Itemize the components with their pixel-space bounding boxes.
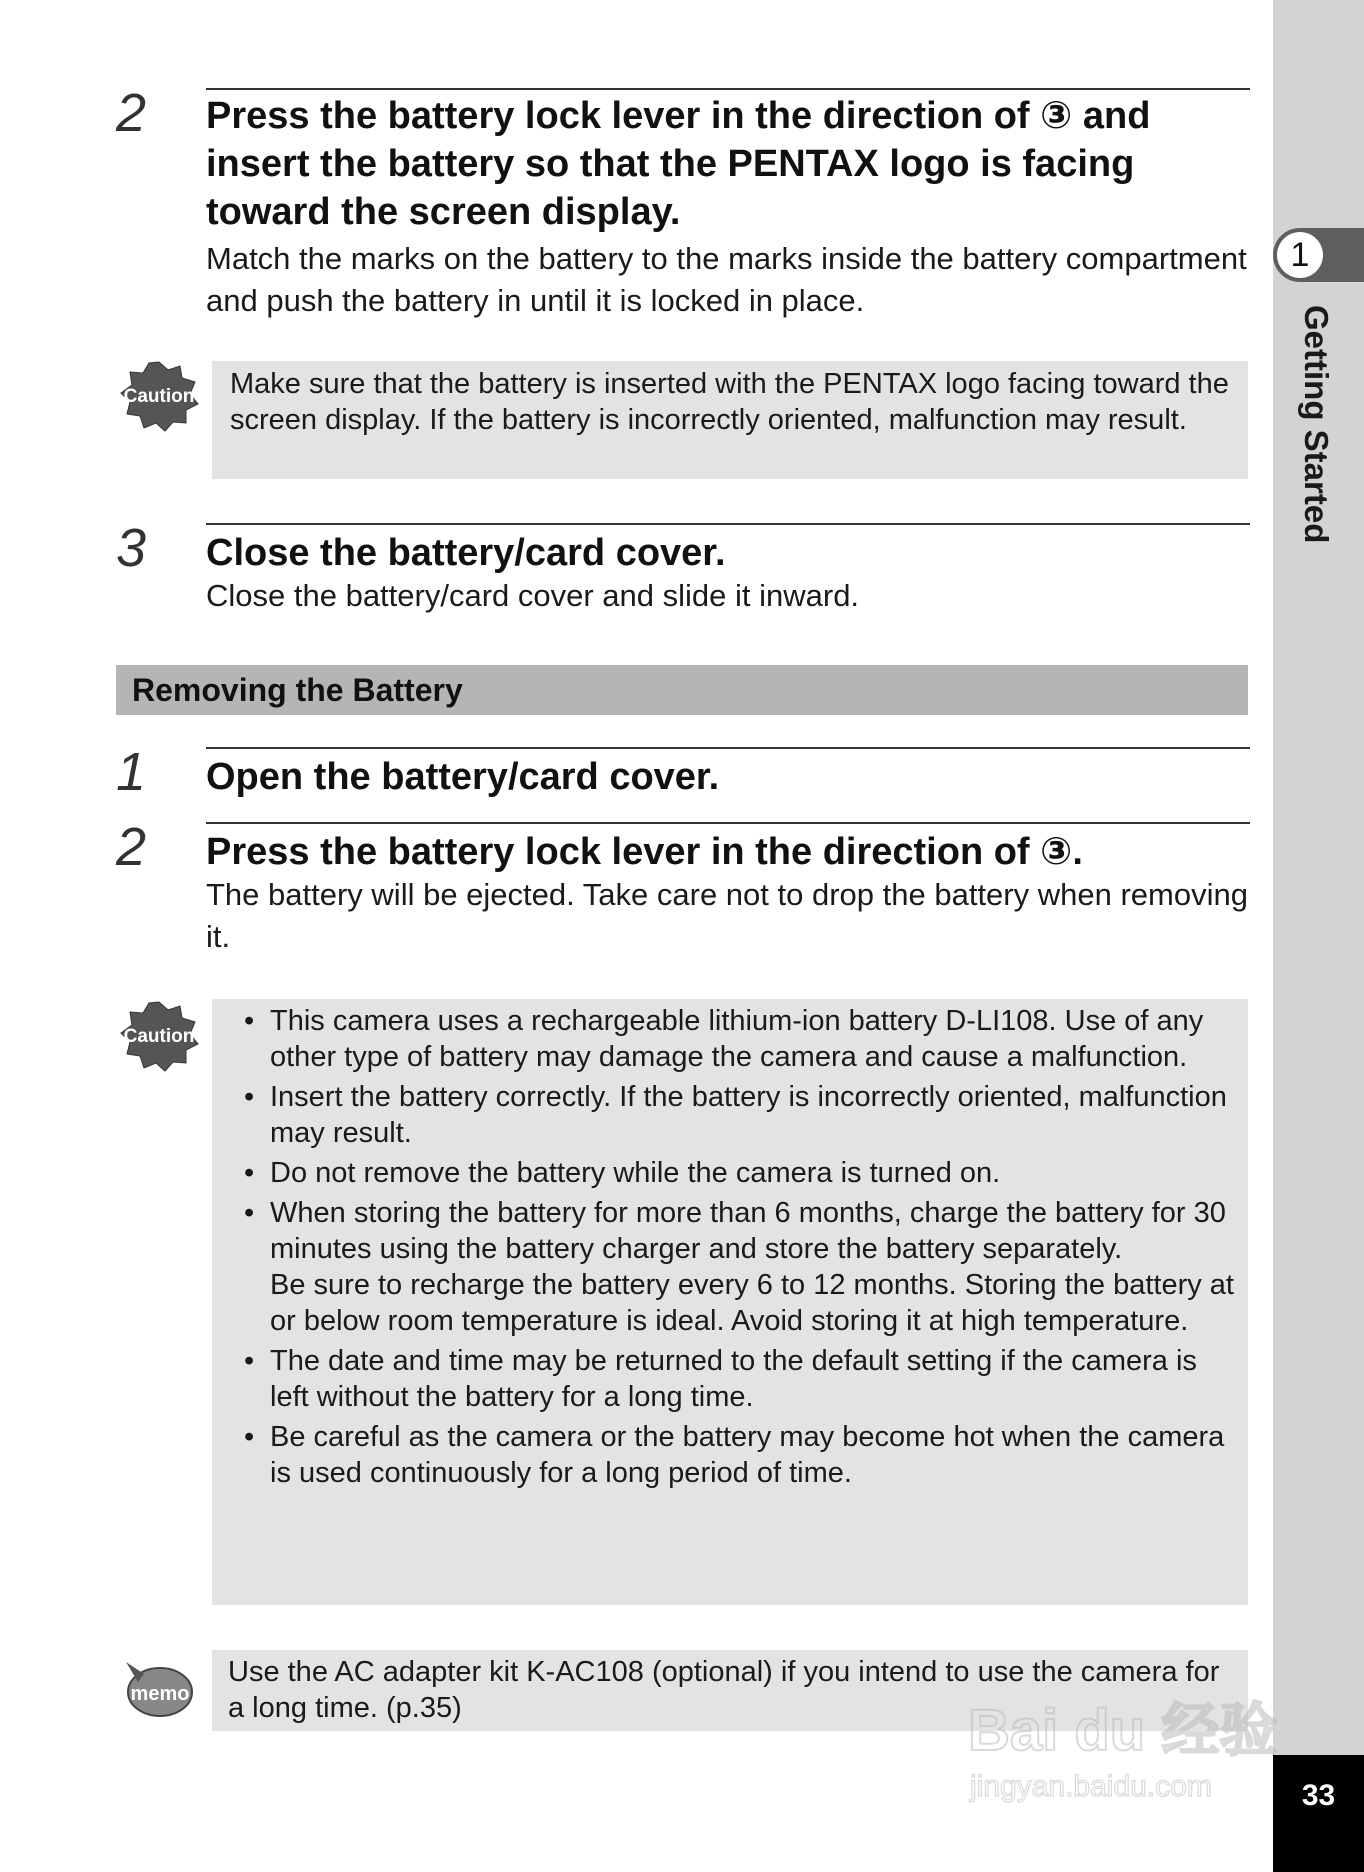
step-press-lever [116, 817, 1250, 972]
caution-item: • The date and time may be returned to the default setting if the camera is left without the battery for a long time. [226, 1343, 1234, 1415]
caution-note-list [212, 999, 1248, 1605]
chapter-title: Getting Started [1298, 305, 1335, 544]
chapter-number: 1 [1277, 232, 1323, 278]
caution-text: Make sure that the battery is inserted with the PENTAX logo facing toward the screen display. If the battery is incorrectly oriented, malfunction may result. [230, 368, 1229, 436]
step-open-cover [116, 742, 1250, 817]
caution-item: • Do not remove the battery while the camera is turned on. [226, 1155, 1234, 1191]
caution-icon-label: Caution [123, 1026, 195, 1047]
watermark-brand: Bai du 经验 [968, 1698, 1278, 1763]
page-number: 33 [1273, 1755, 1364, 1872]
step-divider [206, 747, 1250, 749]
memo-icon [118, 1652, 198, 1725]
step-title: Open the battery/card cover. [206, 756, 720, 798]
step-divider [206, 822, 1250, 824]
memo-icon-label: memo [130, 1683, 190, 1705]
caution-item [226, 1195, 1234, 1339]
step-body: The battery will be ejected. Take care not to drop the battery when removing it. [206, 877, 1248, 954]
caution-item: • This camera uses a rechargeable lithium-ion battery D-LI108. Use of any other type of battery may damage the camera and cause a malfunction. [226, 1003, 1234, 1075]
caution-note [212, 361, 1248, 479]
caution-item: • Insert the battery correctly. If the battery is incorrectly oriented, malfunction may result. [226, 1079, 1234, 1151]
section-header [116, 665, 1248, 715]
step-number: 1 [116, 742, 147, 802]
caution-icon-label: Caution [123, 386, 195, 407]
caution-icon [118, 1000, 200, 1077]
step-number: 2 [116, 83, 147, 143]
caution-item-extra: Be sure to recharge the battery every 6 to 12 months. Storing the battery at or below room temperature is ideal. Avoid storing it at high temperature. [270, 1269, 1234, 1337]
step-close-cover [116, 518, 1250, 623]
caution-icon [118, 360, 200, 437]
step-divider [206, 88, 1250, 90]
step-body: Close the battery/card cover and slide it inward. [206, 578, 860, 613]
caution-item-text: When storing the battery for more than 6 months, charge the battery for 30 minutes using the battery charger and store the battery separately. [270, 1197, 1226, 1265]
watermark-logo [968, 1660, 1278, 1810]
step-number: 2 [116, 817, 147, 877]
section-title: Removing the Battery [132, 672, 463, 708]
step-title: Press the battery lock lever in the direction of ③. [206, 831, 1083, 873]
memo-text: Use the AC adapter kit K-AC108 (optional) if you intend to use the camera for a long time. (p.35) [228, 1656, 1220, 1724]
step-body: Match the marks on the battery to the marks inside the battery compartment and push the battery in until it is locked in place. [206, 241, 1247, 318]
step-title: Press the battery lock lever in the direction of ③ and insert the battery so that the PENTAX logo is facing toward the screen display. [206, 95, 1151, 233]
caution-list [226, 1003, 1234, 1491]
step-insert-battery [116, 83, 1250, 328]
step-title: Close the battery/card cover. [206, 532, 726, 574]
step-divider [206, 523, 1250, 525]
step-number: 3 [116, 518, 147, 578]
caution-item: • Be careful as the camera or the battery may become hot when the camera is used continuously for a long period of time. [226, 1419, 1234, 1491]
watermark-url: jingyan.baidu.com [970, 1770, 1212, 1803]
